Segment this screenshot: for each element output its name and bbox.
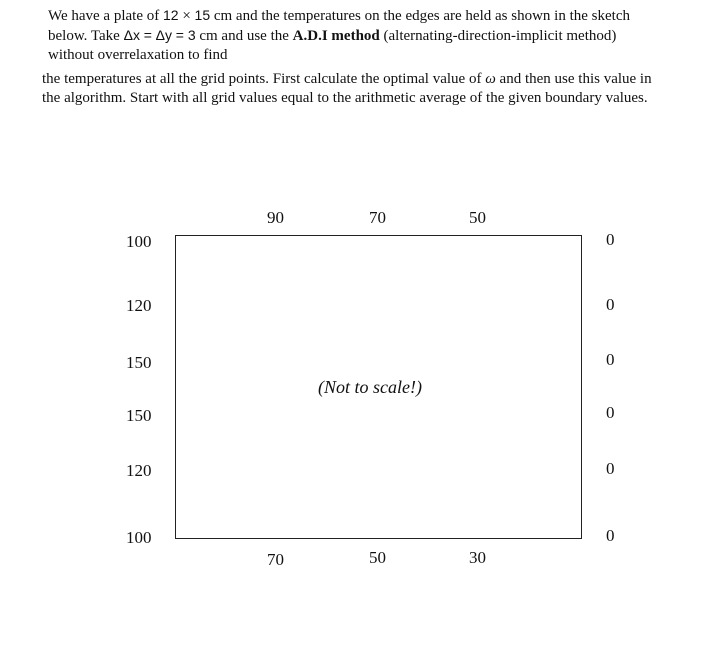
left-boundary-value: 120 — [126, 296, 152, 315]
text-grid-points: the temperatures at all the grid points. First calculate the optimal value of — [42, 71, 482, 87]
problem-statement-top — [48, 6, 698, 65]
dimension-b: 15 — [194, 7, 211, 23]
statement-line-2 — [48, 26, 698, 46]
omega-symbol: ω — [485, 71, 496, 87]
left-boundary-value: 100 — [126, 232, 152, 251]
top-boundary-value: 90 — [267, 208, 284, 227]
right-boundary-value: 0 — [606, 230, 615, 249]
right-boundary-value: 0 — [606, 459, 615, 478]
equals-sign: = — [143, 27, 152, 43]
right-boundary-value: 0 — [606, 350, 615, 369]
step-value: = 3 — [175, 27, 196, 43]
text-use-the: cm and use the — [199, 28, 289, 44]
bottom-boundary-value: 70 — [267, 550, 284, 569]
statement-line-4 — [42, 70, 702, 89]
right-boundary-value: 0 — [606, 526, 615, 545]
bottom-boundary-value: 30 — [469, 548, 486, 567]
text-take: below. Take — [48, 28, 120, 44]
statement-line-1 — [48, 6, 698, 26]
left-boundary-value: 150 — [126, 353, 152, 372]
problem-statement-bottom — [42, 70, 702, 108]
delta-y: Δy — [155, 27, 172, 43]
text-plate-suffix: cm and the temperatures on the edges are held as shown in the sketch — [213, 8, 630, 24]
text-plate-prefix: We have a plate of — [48, 8, 160, 24]
right-boundary-value: 0 — [606, 295, 615, 314]
top-boundary-value: 50 — [469, 208, 486, 227]
left-boundary-value: 120 — [126, 461, 152, 480]
scale-note: (Not to scale!) — [318, 377, 422, 397]
left-boundary-value: 100 — [126, 528, 152, 547]
dimension-a: 12 — [162, 7, 179, 23]
times-symbol: × — [182, 8, 191, 24]
delta-x: Δx — [123, 27, 140, 43]
bottom-boundary-value: 50 — [369, 548, 386, 567]
right-boundary-value: 0 — [606, 403, 615, 422]
text-then-use: and then use this value in — [499, 71, 652, 87]
top-boundary-value: 70 — [369, 208, 386, 227]
statement-line-3: without overrelaxation to find — [48, 47, 228, 63]
left-boundary-value: 150 — [126, 406, 152, 425]
statement-line-5: the algorithm. Start with all grid values equal to the arithmetic average of the given boundary values. — [42, 90, 648, 106]
method-name: A.D.I method — [292, 28, 380, 44]
method-expansion: (alternating-direction-implicit method) — [383, 28, 617, 44]
